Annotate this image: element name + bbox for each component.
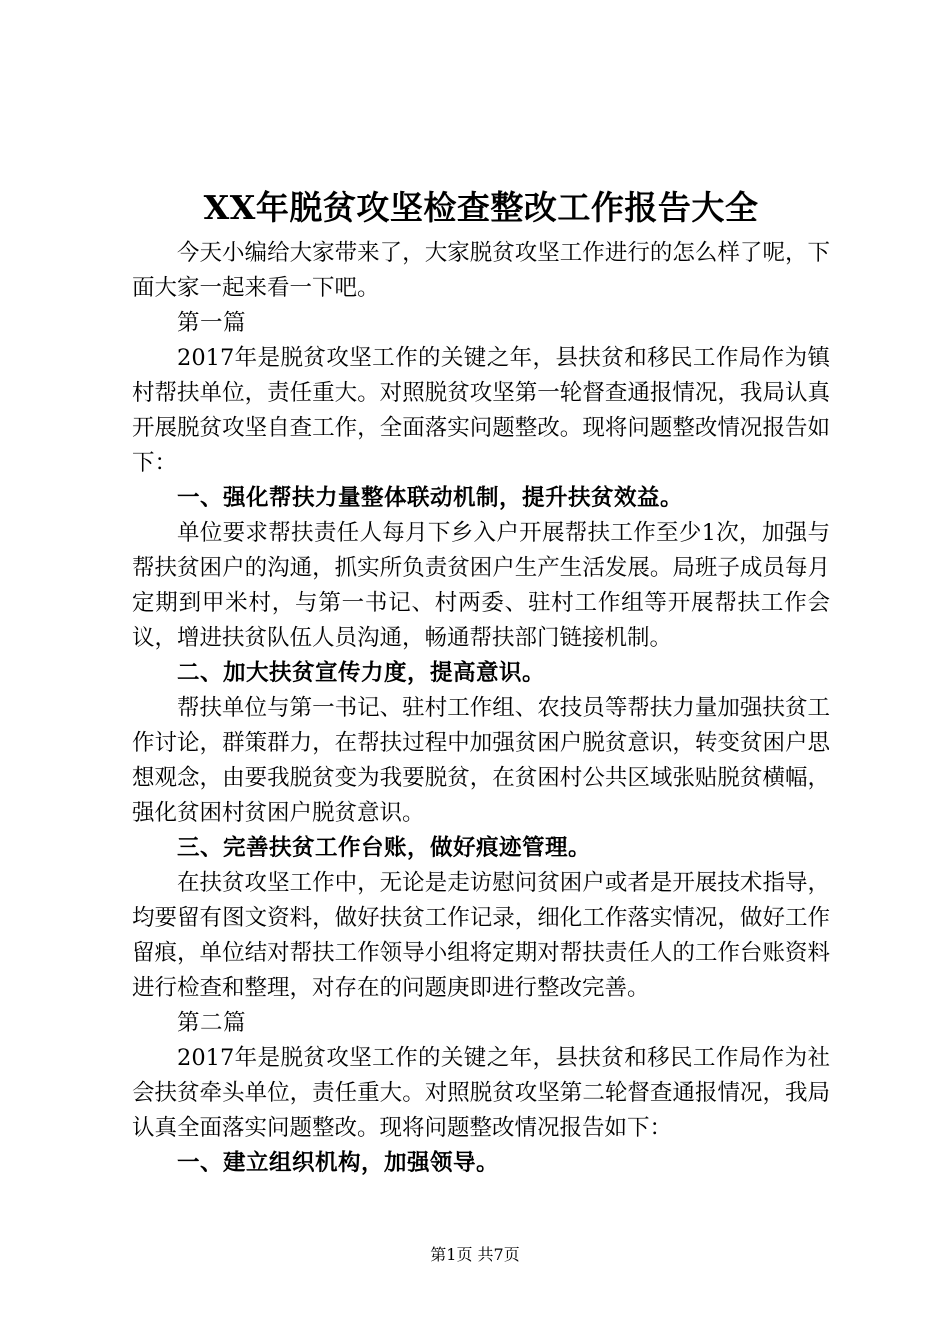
page-number-label: 第1页 共7页 [430, 1245, 520, 1264]
section-label-1: 第一篇 [177, 310, 247, 336]
section-heading: 三、完善扶贫工作台账，做好痕迹管理。 [177, 835, 592, 861]
page-footer [0, 1244, 950, 1266]
paragraph: 帮扶单位与第一书记、驻村工作组、农技员等帮扶力量加强扶贫工作讨论，群策群力，在帮扶过程中加强贫困户脱贫意识，转变贫困户思想观念，由要我脱贫变为我要脱贫，在贫困村公共区域张贴脱贫横幅，强化贫困村贫困户脱贫意识。 [132, 695, 830, 826]
document-page [132, 0, 830, 1344]
document-body [132, 236, 830, 1181]
paragraph: 在扶贫攻坚工作中，无论是走访慰问贫困户或者是开展技术指导，均要留有图文资料，做好扶贫工作记录，细化工作落实情况，做好工作留痕，单位结对帮扶工作领导小组将定期对帮扶责任人的工作台账资料进行检查和整理，对存在的问题庚即进行整改完善。 [132, 870, 830, 1001]
intro-paragraph: 今天小编给大家带来了，大家脱贫攻坚工作进行的怎么样了呢，下面大家一起来看一下吧。 [132, 240, 830, 301]
section-heading: 一、强化帮扶力量整体联动机制，提升扶贫效益。 [177, 485, 684, 511]
document-title: XX年脱贫攻坚检查整改工作报告大全 [203, 188, 759, 227]
paragraph: 2017年是脱贫攻坚工作的关键之年，县扶贫和移民工作局作为镇村帮扶单位，责任重大。对照脱贫攻坚第一轮督查通报情况，我局认真开展脱贫攻坚自查工作，全面落实问题整改。现将问题整改情况报告如下： [132, 345, 830, 476]
paragraph: 单位要求帮扶责任人每月下乡入户开展帮扶工作至少1次，加强与帮扶贫困户的沟通，抓实所负责贫困户生产生活发展。局班子成员每月定期到甲米村，与第一书记、村两委、驻村工作组等开展帮扶工作会议，增进扶贫队伍人员沟通，畅通帮扶部门链接机制。 [132, 520, 830, 651]
section-heading: 二、加大扶贫宣传力度，提高意识。 [177, 660, 546, 686]
section-label-2: 第二篇 [177, 1010, 247, 1036]
section-heading: 一、建立组织机构，加强领导。 [177, 1150, 500, 1176]
paragraph: 2017年是脱贫攻坚工作的关键之年，县扶贫和移民工作局作为社会扶贫牵头单位，责任重大。对照脱贫攻坚第二轮督查通报情况，我局认真全面落实问题整改。现将问题整改情况报告如下： [132, 1045, 830, 1141]
